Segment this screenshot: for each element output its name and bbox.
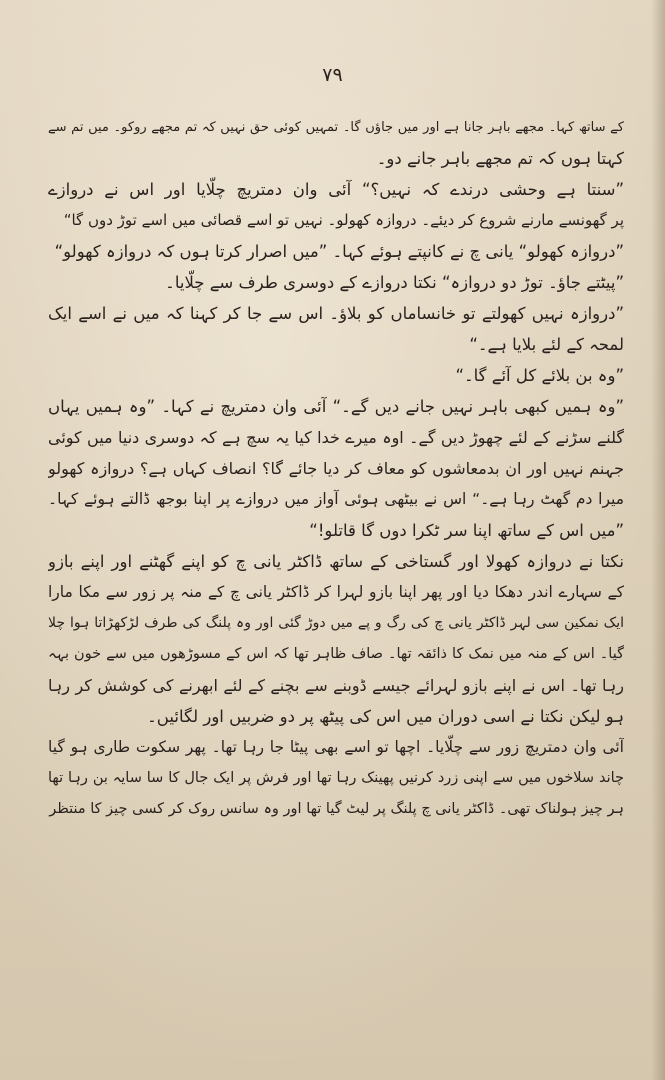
paragraph xyxy=(48,112,624,174)
body-text xyxy=(48,112,624,825)
paragraph xyxy=(48,236,624,267)
text-line: لمحہ کے لئے بلایا ہے۔“ xyxy=(469,335,624,354)
paragraph xyxy=(48,267,624,298)
text-line: کہتا ہوں کہ تم مجھے باہر جانے دو۔ xyxy=(376,149,624,168)
text-line: پر گھونسے مارنے شروع کر دیئے۔ دروازہ کھولو۔ نہیں تو اسے قصائی میں اسے توڑ دوں گا“ xyxy=(63,211,624,229)
text-line: گیا۔ اس کے منہ میں نمک کا ذائقہ تھا۔ صاف ظاہر تھا کہ اس کے مسوڑھوں میں سے خون بہہ xyxy=(48,646,624,662)
text-line: چاند سلاخوں میں سے اپنی زرد کرنیں پھینک رہا تھا اور فرش پر ایک جال کا سا سایہ بن رہا تھا xyxy=(48,770,624,786)
text-line: ہو لیکن نکتا نے اسی دوران میں اس کی پیٹھ پر دو ضربیں اور لگائیں۔ xyxy=(147,707,624,726)
text-line: کے ساتھ کہا۔ مجھے باہر جانا ہے اور میں جاؤں گا۔ تمہیں کوئی حق نہیں کہ تم مجھے روکو۔ میں تم سے xyxy=(48,120,624,135)
text-line: ”پیٹتے جاؤ۔ توڑ دو دروازہ“ نکتا دروازے کے دوسری طرف سے چلّایا۔ xyxy=(165,273,624,292)
paragraph xyxy=(48,360,624,391)
paragraph xyxy=(48,174,624,236)
text-line: آئی وان دمتریچ زور سے چلّایا۔ اچھا تو اسے بھی پیٹا جا رہا تھا۔ پھر سکوت طاری ہو گیا xyxy=(48,738,624,756)
text-line: ”سنتا ہے وحشی درندے کہ نہیں؟“ آئی وان دمتریچ چلّایا اور اس نے دروازے xyxy=(48,180,624,199)
text-line: جہنم نہیں اور ان بدمعاشوں کو معاف کر دیا جائے گا؟ انصاف کہاں ہے؟ دروازہ کھولو xyxy=(48,459,624,478)
page-edge-shadow xyxy=(651,0,665,1080)
text-line: ”دروازہ نہیں کھولتے تو خانساماں کو بلاؤ۔ اس سے جا کر کہنا کہ میں نے اسے ایک xyxy=(48,304,624,323)
text-line: کے سہارے اندر دھکا دیا اور پھر اپنا بازو لہرا کر ڈاکٹر یانی چ کے منہ پر زور سے مکا مارا xyxy=(48,583,624,601)
paragraph xyxy=(48,732,624,825)
text-line: ”میں اس کے ساتھ اپنا سر ٹکرا دوں گا قاتلو!“ xyxy=(309,521,624,540)
text-line: ”وہ بن بلائے کل آئے گا۔“ xyxy=(455,366,624,385)
page-number: ۷۹ xyxy=(322,64,343,86)
text-line: ”وہ ہمیں کبھی باہر نہیں جانے دیں گے۔“ آئی وان دمتریچ نے کہا۔ ”وہ ہمیں یہاں xyxy=(48,397,624,416)
text-line: ایک نمکین سی لہر ڈاکٹر یانی چ کی رگ و پے میں دوڑ گئی اور وہ پلنگ کی طرف لڑکھڑاتا ہوا چلا xyxy=(48,615,624,631)
text-line: ”دروازہ کھولو“ یانی چ نے کانپتے ہوئے کہا۔ ”میں اصرار کرتا ہوں کہ دروازہ کھولو“ xyxy=(54,242,624,261)
text-line: رہا تھا۔ اس نے اپنے بازو لہرائے جیسے ڈوبنے سے بچنے کے لئے ابھرنے کی کوشش کر رہا xyxy=(48,676,624,695)
text-line: گلنے سڑنے کے لئے چھوڑ دیں گے۔ اوہ میرے خدا کیا یہ سچ ہے کہ دوسری دنیا میں کوئی xyxy=(48,428,624,447)
text-line: نکتا نے دروازہ کھولا اور گستاخی کے ساتھ ڈاکٹر یانی چ کو اپنے گھٹنے اور اپنے بازو xyxy=(48,552,624,571)
text-line: میرا دم گھٹ رہا ہے۔“ اس نے بیٹھی ہوئی آواز میں دروازے پر اپنا بوجھ ڈالتے ہوئے کہا۔ xyxy=(48,490,624,508)
paragraph xyxy=(48,546,624,732)
text-line: ہر چیز ہولناک تھی۔ ڈاکٹر یانی چ پلنگ پر لیٹ گیا تھا اور وہ سانس روک کر کسی چیز کا منتظر xyxy=(49,801,624,817)
paragraph xyxy=(48,298,624,360)
paragraph xyxy=(48,391,624,546)
